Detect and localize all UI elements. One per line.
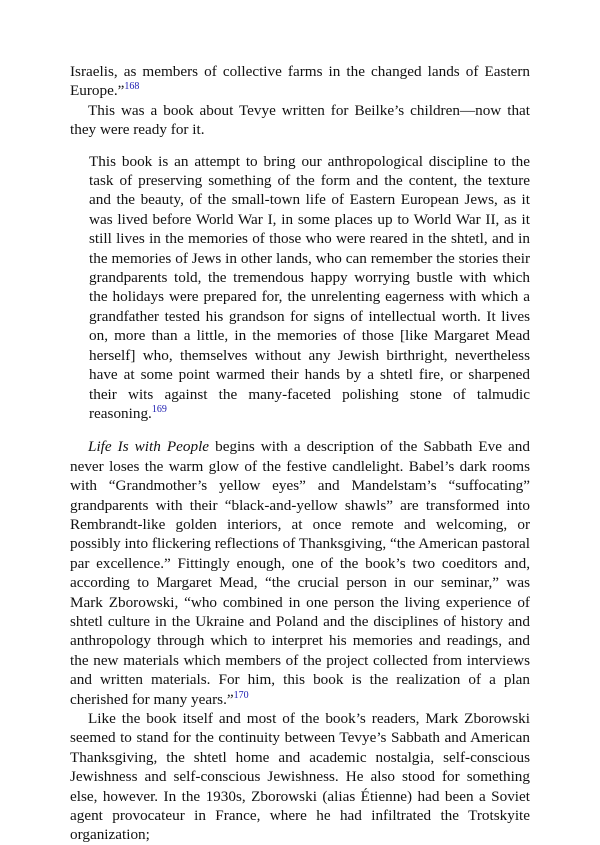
paragraph-3-text: begins with a description of the Sabbath Eve and never loses the warm glow of the festive candlelight. Babel’s dark rooms with “Grandmother’s yellow eyes” and Mandelstam’s “suffocating” grandparents with their “black-and-yellow shawls” are transformed into Rembrandt-like golden interiors, at once remote and welcoming, or possibly into flickering reflections of Thanksgiving, “the American pastoral par excellence.” Fittingly enough, one of the book’s two coeditors and, according to Margaret Mead, “the crucial person in our seminar,” was Mark Zborowski, “who combined in one person the living experience of shtetl culture in the Ukraine and Poland and the disciplines of history and anthropology through which to interpret his memories and readings, and the new materials which members of the project collected from interviews and written materials. For him, this book is the realization of a plan cherished for many years.” (70, 438, 530, 708)
paragraph-2: This was a book about Tevye written for Beilke’s children—now that they were ready for it. (70, 101, 530, 139)
block-quote (89, 152, 530, 424)
block-quote-text: This book is an attempt to bring our anthropological discipline to the task of preserving something of the form and the content, the texture and the beauty, of the small-town life of Eastern European Jews, as it was lived before World War I, in some places up to World War II, as it still lives in the memories of those who were reared in the shtetl, and in the memories of Jews in other lands, who can remember the stories their grandparents told, the tremendous happy worrying bustle with which the holidays were prepared for, the unrelenting eagerness with which a grandfather tested his grandson for signs of intellectual worth. It lives on, more than a little, in the memories of those [like Margaret Mead herself] who, themselves without any Jewish birthright, nevertheless have at some point warmed their hands by a shtetl fire, or sharpened their wits against the many-faceted polishing stone of talmudic reasoning. (89, 152, 530, 422)
paragraph-4: Like the book itself and most of the book’s readers, Mark Zborowski seemed to stand for the continuity between Tevye’s Sabbath and American Thanksgiving, the shtetl home and academic nostalgia, self-conscious Jewishness and self-conscious Jewishness. He also stood for something else, however. In the 1930s, Zborowski (alias Étienne) had been a Soviet agent provocateur in France, where he had infiltrated the Trotskyite organization; (70, 710, 530, 844)
paragraph-1-text: Israelis, as members of collective farms in the changed lands of Eastern Europe.” (70, 63, 530, 100)
page-body (70, 62, 530, 845)
footnote-ref-169[interactable]: 169 (151, 403, 167, 415)
paragraph-1 (70, 62, 530, 101)
book-title: Life Is with People (88, 438, 210, 456)
paragraph-3 (70, 437, 530, 709)
footnote-ref-168[interactable]: 168 (124, 81, 140, 93)
footnote-ref-170[interactable]: 170 (233, 689, 249, 701)
